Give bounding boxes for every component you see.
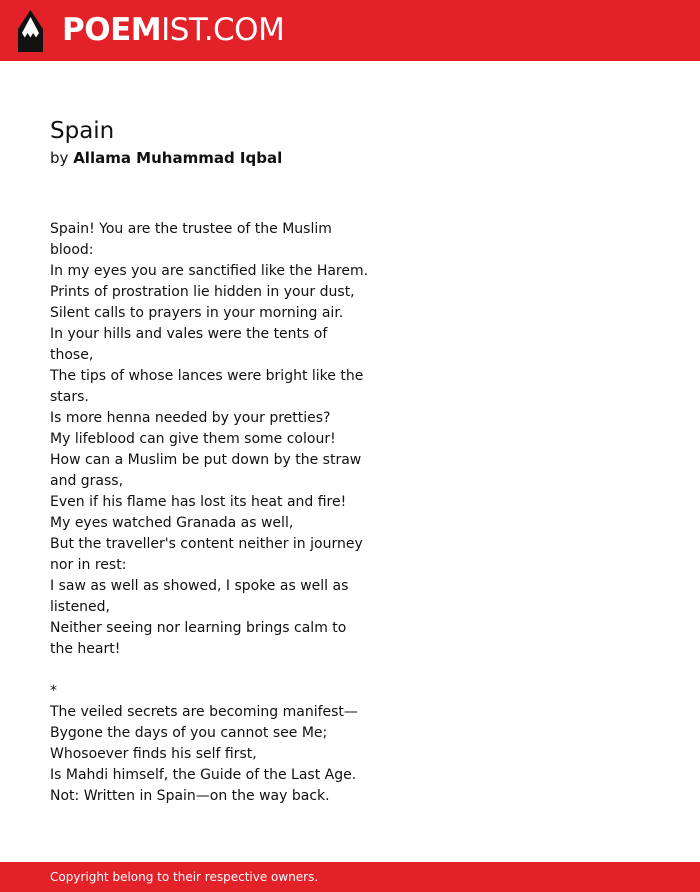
logo-brand-light: IST.COM [161,12,285,48]
poem-line: Not: Written in Spain—on the way back. [50,788,330,804]
poem-line: Bygone the days of you cannot see Me; [50,725,328,741]
poem-line: How can a Muslim be put down by the straw and grass, [50,452,362,489]
site-footer [0,862,700,892]
site-logo[interactable] [62,11,284,49]
site-header [0,0,700,61]
poem-line: Prints of prostration lie hidden in your dust, [50,284,355,300]
poem-body [50,219,372,807]
poem-byline [50,148,282,169]
poem-line: The tips of whose lances were bright like the stars. [50,368,364,405]
poem-line: Is more henna needed by your pretties? [50,410,331,426]
poem-line: My lifeblood can give them some colour! [50,431,336,447]
poem-line: Silent calls to prayers in your morning air. [50,305,344,321]
poem-line: Is Mahdi himself, the Guide of the Last Age. [50,767,357,783]
poem-line: In your hills and vales were the tents of those, [50,326,328,363]
poem-line: Even if his flame has lost its heat and fire! [50,494,347,510]
poem-line: In my eyes you are sanctified like the Harem. [50,263,369,279]
poem-title: Spain [50,118,115,144]
poem-line: Neither seeing nor learning brings calm to the heart! [50,620,347,657]
poem-line: Spain! You are the trustee of the Muslim blood: [50,221,332,258]
poem-line: * [50,683,57,699]
pencil-tip-icon[interactable] [17,9,44,52]
copyright-notice: Copyright belong to their respective owners. [50,870,319,884]
poem-line: But the traveller's content neither in journey nor in rest: [50,536,363,573]
poem-line: My eyes watched Granada as well, [50,515,294,531]
poem-line: The veiled secrets are becoming manifest— [50,704,358,720]
poem-line: Whosoever finds his self first, [50,746,257,762]
logo-brand-bold: POEM [62,12,162,48]
poem-author: Allama Muhammad Iqbal [73,149,283,167]
stanza-gap [50,660,372,681]
poem-line: I saw as well as showed, I spoke as well as listened, [50,578,349,615]
by-label: by [50,149,69,167]
